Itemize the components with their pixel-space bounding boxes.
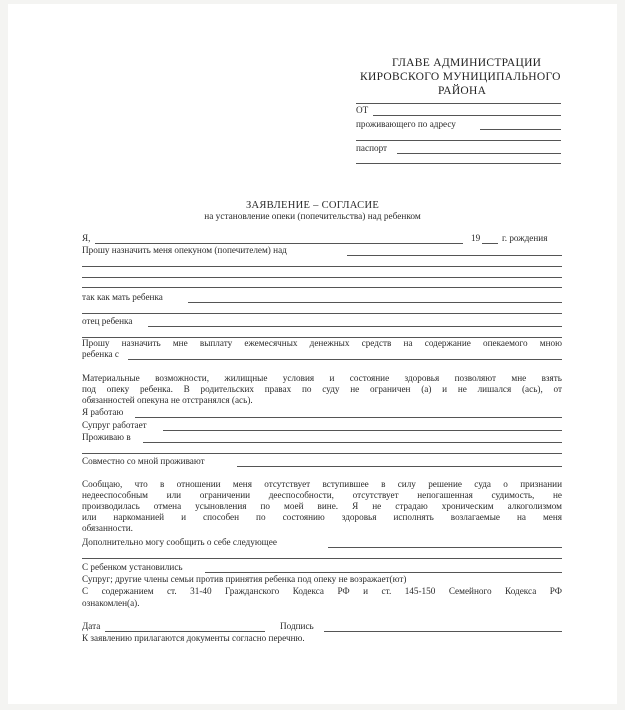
- address-field[interactable]: [480, 129, 561, 130]
- address-label: проживающего по адресу: [356, 119, 456, 129]
- from-field[interactable]: [373, 115, 561, 116]
- father-field[interactable]: [148, 326, 562, 327]
- live-label: Проживаю в: [82, 432, 131, 442]
- signature-label: Подпись: [280, 621, 314, 631]
- attachments-note: К заявлению прилагаются документы согласно перечню.: [82, 633, 305, 643]
- form-subtitle: на установление опеки (попечительства) над ребенком: [204, 212, 421, 222]
- addressee-line-2: КИРОВСКОГО МУНИЦИПАЛЬНОГО: [360, 71, 561, 83]
- spouse-work-field[interactable]: [163, 430, 562, 431]
- mother-label: так как мать ребенка: [82, 292, 163, 302]
- payment-request-line-1: Прошу назначить мне выплату ежемесячных денежных средств на содержание опекаемого мною: [82, 338, 562, 348]
- passport-label: паспорт: [356, 143, 388, 153]
- child-field-2[interactable]: [82, 266, 562, 267]
- spouse-work-label: Супруг работает: [82, 420, 147, 430]
- cohabit-label: Совместно со мной проживают: [82, 456, 205, 466]
- additional-info-label: Дополнительно могу сообщить о себе следующее: [82, 537, 277, 547]
- additional-info-field[interactable]: [328, 547, 562, 548]
- mother-field[interactable]: [188, 302, 562, 303]
- material-line-3: обязанностей опекуна не отстранялся (ась).: [82, 395, 253, 405]
- form-title: ЗАЯВЛЕНИЕ – СОГЛАСИЕ: [245, 200, 380, 211]
- addressee-line-3: РАЙОНА: [438, 85, 487, 97]
- signature-field[interactable]: [324, 631, 562, 632]
- request-guardian-label: Прошу назначить меня опекуном (попечителем) над: [82, 245, 287, 255]
- passport-field[interactable]: [397, 153, 561, 154]
- mother-field-2[interactable]: [82, 313, 562, 314]
- contact-field[interactable]: [205, 572, 562, 573]
- child-field[interactable]: [347, 255, 562, 256]
- statement-line-5: обязанности.: [82, 523, 133, 533]
- passport-field-2[interactable]: [356, 163, 561, 164]
- payment-date-field[interactable]: [128, 359, 562, 360]
- header-line-1: [356, 103, 561, 104]
- year-prefix: 19: [471, 233, 481, 243]
- addressee-line-1: ГЛАВЕ АДМИНИСТРАЦИИ: [392, 57, 542, 69]
- work-label: Я работаю: [82, 407, 124, 417]
- additional-info-field-2[interactable]: [82, 558, 562, 559]
- live-field[interactable]: [143, 442, 562, 443]
- birth-year-field[interactable]: [482, 243, 498, 244]
- work-field[interactable]: [135, 417, 562, 418]
- statement-line-3: производилась отмена усыновления по моей вине. Я не страдаю хроническим алкоголизмом: [82, 501, 562, 511]
- applicant-name-field[interactable]: [95, 243, 463, 244]
- statement-line-2: недееспособным или ограничении дееспособности, отсутствует непогашенная судимость, не: [82, 490, 562, 500]
- material-line-2: под опеку ребенка. В родительских правах по суду не ограничен (а) и не лишался (ась), от: [82, 384, 562, 394]
- contact-label: С ребенком установились: [82, 562, 183, 572]
- familiar-line-2: ознакомлен(а).: [82, 598, 140, 608]
- application-form: [8, 4, 617, 704]
- payment-request-line-2: ребенка с: [82, 349, 119, 359]
- statement-line-1: Сообщаю, что в отношении меня отсутствует вступившее в силу решение суда о признании: [82, 479, 562, 489]
- familiar-line-1: С содержанием ст. 31-40 Гражданского Кодекса РФ и ст. 145-150 Семейного Кодекса РФ: [82, 586, 562, 596]
- child-field-4[interactable]: [82, 287, 562, 288]
- material-line-1: Материальные возможности, жилищные условия и состояние здоровья позволяют мне взять: [82, 373, 562, 383]
- spouse-consent: Супруг; другие члены семьи против принятия ребенка под опеку не возражает(ют): [82, 574, 407, 584]
- live-field-2[interactable]: [82, 453, 562, 454]
- from-label: ОТ: [356, 105, 369, 115]
- cohabit-field[interactable]: [237, 466, 562, 467]
- i-label: Я,: [82, 233, 91, 243]
- statement-line-4: или наркоманией и способен по состоянию здоровья исполнять возлагаемые на меня: [82, 512, 562, 522]
- year-suffix: г. рождения: [502, 233, 548, 243]
- child-field-3[interactable]: [82, 277, 562, 278]
- date-field[interactable]: [105, 631, 265, 632]
- father-label: отец ребенка: [82, 316, 133, 326]
- address-field-2[interactable]: [356, 140, 561, 141]
- date-label: Дата: [82, 621, 101, 631]
